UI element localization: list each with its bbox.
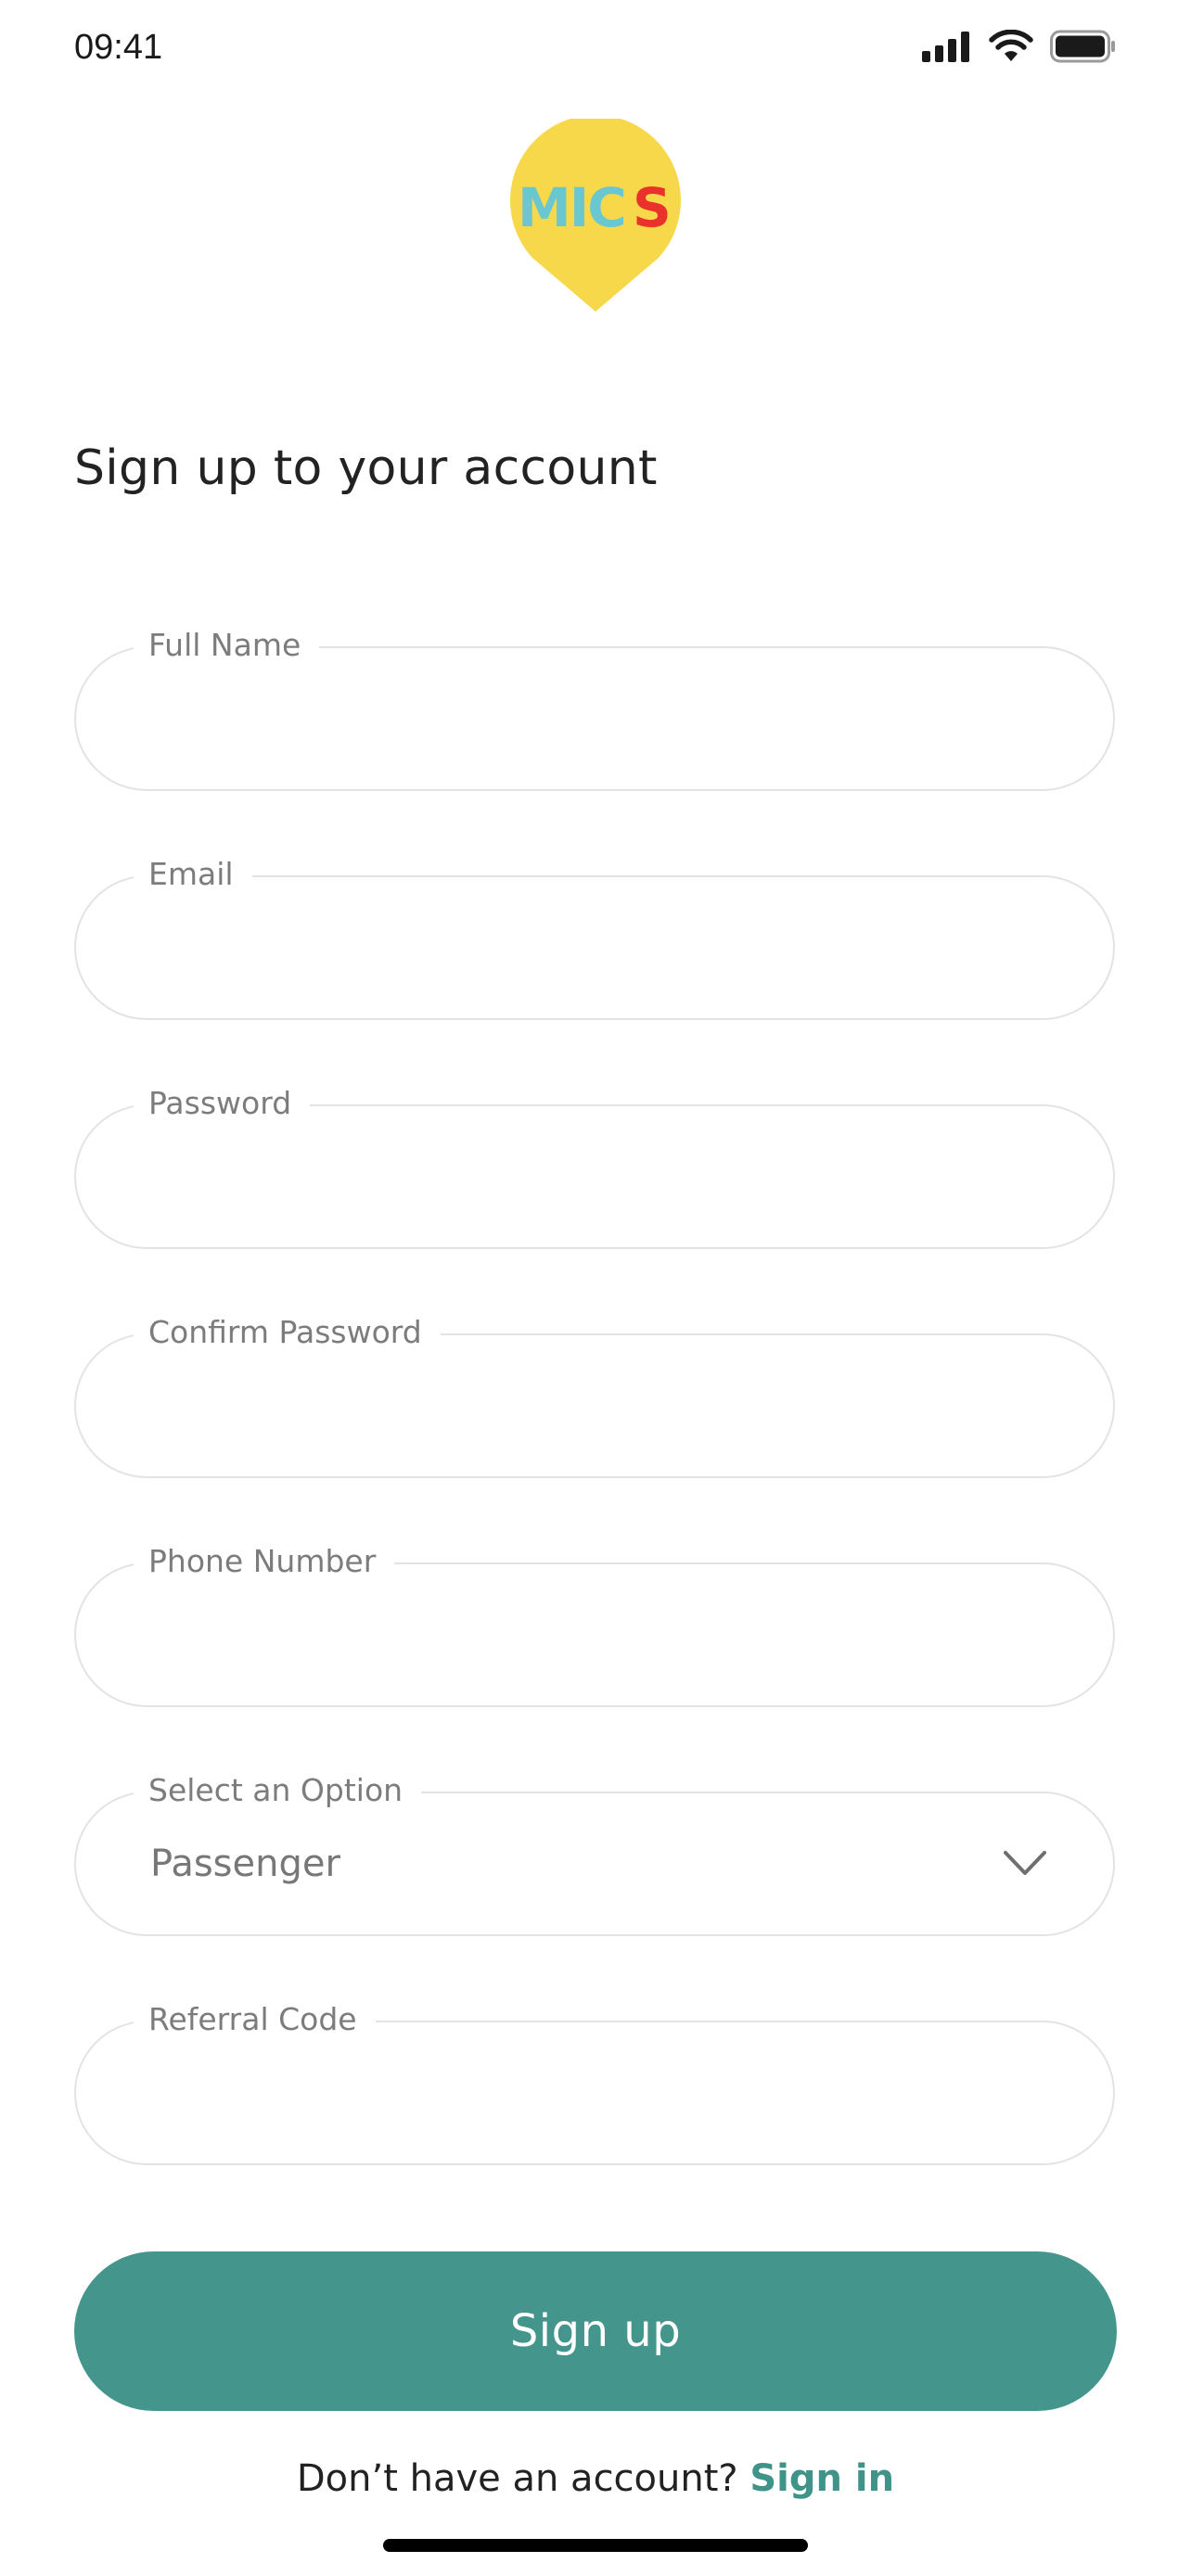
page-title: Sign up to your account	[74, 440, 658, 496]
email-field	[74, 856, 1115, 1020]
sign-in-prompt-text: Don’t have an account?	[296, 2457, 738, 2500]
svg-text:S: S	[633, 176, 672, 239]
confirm-password-label: Confirm Password	[134, 1309, 441, 1356]
sign-up-button[interactable]: Sign up	[74, 2251, 1117, 2411]
full-name-field	[74, 627, 1115, 791]
password-label: Password	[134, 1080, 310, 1127]
svg-text:MIC: MIC	[518, 176, 625, 239]
confirm-password-input[interactable]	[130, 1371, 1039, 1441]
role-select[interactable]	[74, 1772, 1115, 1936]
sign-in-link[interactable]: Sign in	[749, 2457, 895, 2500]
mics-logo	[508, 119, 683, 312]
phone-number-input[interactable]	[130, 1600, 1039, 1670]
role-select-label: Select an Option	[134, 1767, 421, 1814]
role-select-value: Passenger	[150, 1843, 340, 1885]
referral-code-label: Referral Code	[134, 1996, 376, 2043]
cellular-signal-icon	[922, 31, 972, 62]
phone-number-label: Phone Number	[134, 1538, 394, 1585]
confirm-password-field	[74, 1314, 1115, 1478]
full-name-label: Full Name	[134, 622, 319, 669]
full-name-input[interactable]	[130, 683, 1039, 754]
email-input[interactable]	[130, 912, 1039, 983]
referral-code-input[interactable]	[130, 2058, 1039, 2128]
chevron-down-icon[interactable]	[1002, 1843, 1048, 1884]
referral-code-field	[74, 2001, 1115, 2165]
status-time: 09:41	[74, 28, 163, 67]
password-field	[74, 1085, 1115, 1249]
wifi-icon	[989, 30, 1033, 63]
email-label: Email	[134, 851, 252, 898]
battery-icon	[1050, 30, 1117, 63]
sign-in-prompt	[0, 2457, 1191, 2500]
password-input[interactable]	[130, 1141, 1039, 1212]
home-indicator	[383, 2539, 808, 2552]
phone-number-field	[74, 1543, 1115, 1707]
status-icons	[922, 26, 1117, 67]
